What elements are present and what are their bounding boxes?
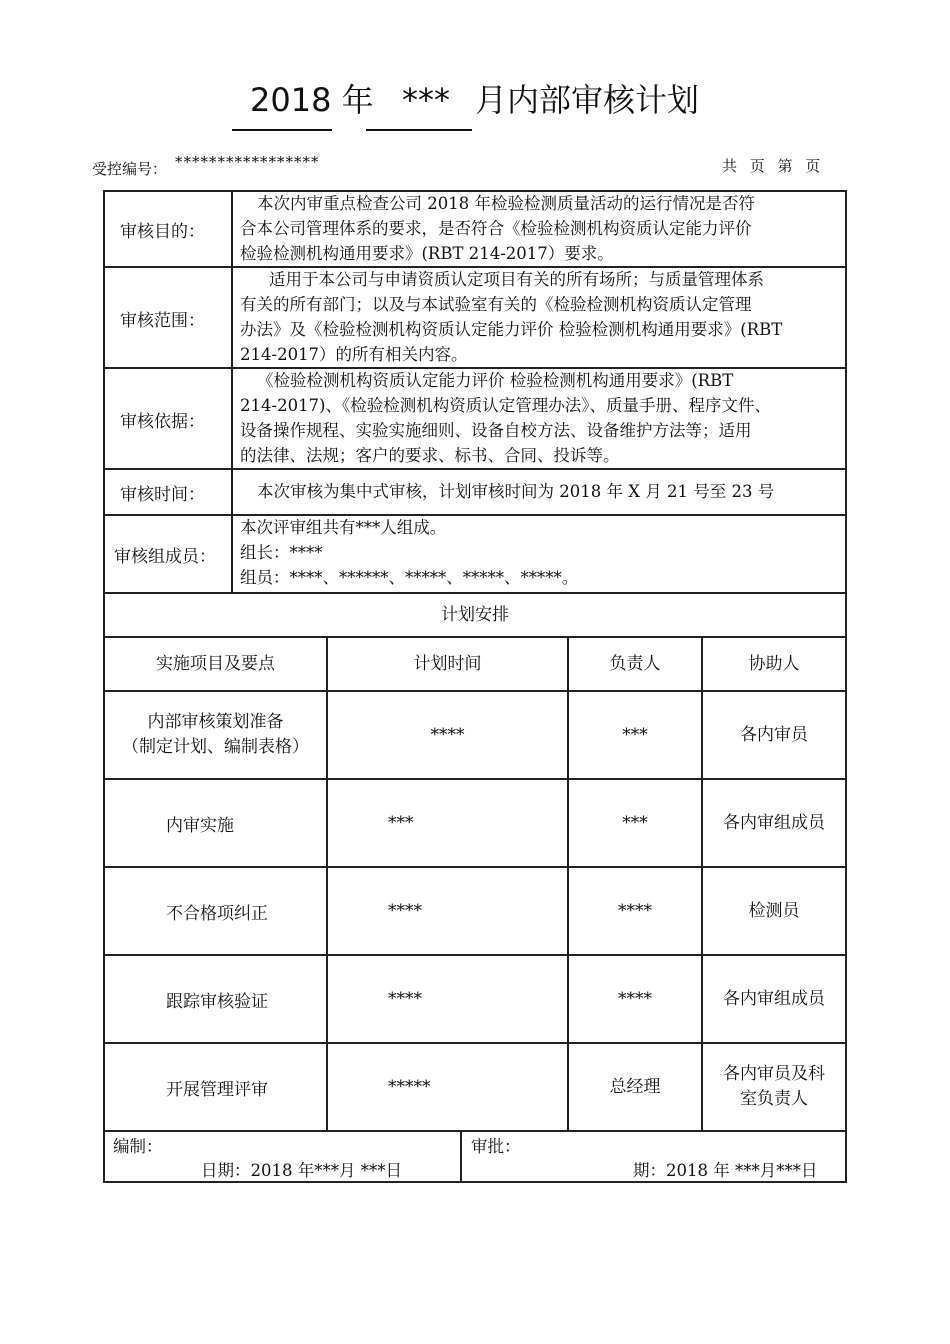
time-label: 审核时间： — [120, 485, 205, 505]
column-header-owner: 负责人 — [609, 653, 661, 674]
column-header-assist: 协助人 — [748, 653, 800, 674]
control-number-label: 受控编号： — [92, 160, 168, 178]
row-time: **** — [388, 989, 422, 1009]
row-item: 不合格项纠正 — [166, 903, 268, 924]
plan-title: 计划安排 — [441, 604, 509, 625]
column-header-time: 计划时间 — [413, 653, 482, 674]
scope-text: 适用于本公司与申请资质认定项目有关的所有场所；与质量管理体系 有关的所有部门；以及与本试验室有关的《检验检测机构资质认定管理 办法》及《检验检测机构资质认定能力评价 检验检测机构通用要求》(RBT 214-2017）的所有相关内容。 — [240, 270, 783, 364]
row-assist: 各内审组成员 — [723, 988, 825, 1009]
row-item: 跟踪审核验证 — [166, 991, 268, 1012]
prepared-date: 日期：2018 年***月 ***日 — [201, 1161, 402, 1180]
basis-text: 《检验检测机构资质认定能力评价 检验检测机构通用要求》(RBT 214-2017)、《检验检测机构资质认定管理办法》、质量手册、程序文件、 设备操作规程、实验实施细则、设备自校方法、设备维护方法等；适用 的法律、法规；客户的要求、标书、合同、投诉等。 — [240, 371, 771, 465]
row-time: ***** — [388, 1077, 431, 1097]
basis-label: 审核依据： — [120, 412, 205, 432]
title-rest: 月内部审核计划 — [475, 81, 700, 119]
column-header-item: 实施项目及要点 — [156, 653, 275, 674]
members-label: 审核组成员： — [114, 547, 216, 567]
row-assist: 各内审组成员 — [723, 812, 825, 833]
row-item: 内部审核策划准备 （制定计划、编制表格） — [122, 712, 309, 757]
title-underline-year — [232, 129, 332, 131]
approved-by-label: 审批： — [471, 1137, 521, 1156]
row-assist: 各内审员及科 室负责人 — [723, 1064, 825, 1109]
row-time: **** — [388, 901, 422, 921]
time-text: 本次审核为集中式审核，计划审核时间为 2018 年 X 月 21 号至 23 号 — [257, 482, 775, 501]
row-owner: **** — [618, 988, 652, 1009]
control-number-value: ***************** — [175, 153, 320, 171]
row-assist: 各内审员 — [740, 724, 808, 745]
prepared-by-label: 编制： — [113, 1137, 163, 1156]
row-assist: 检测员 — [748, 900, 800, 921]
approved-date: 期：2018 年 ***月***日 — [633, 1161, 818, 1180]
row-owner: *** — [622, 812, 648, 833]
title-month: *** — [402, 81, 450, 119]
row-time: **** — [430, 724, 465, 745]
page-info: 共 页 第 页 — [722, 157, 821, 175]
members-text: 本次评审组共有***人组成。 组长：**** 组员：****、******、*****、*****、*****。 — [240, 518, 579, 587]
title-year: 2018 年 — [250, 81, 374, 119]
row-owner: **** — [618, 900, 652, 921]
row-item: 开展管理评审 — [166, 1079, 268, 1100]
row-owner: *** — [622, 724, 648, 745]
title-underline-month — [366, 129, 472, 131]
scope-label: 审核范围： — [120, 311, 205, 331]
row-time: *** — [388, 813, 414, 833]
row-item: 内审实施 — [166, 815, 234, 836]
purpose-label: 审核目的： — [120, 222, 205, 242]
purpose-text: 本次内审重点检查公司 2018 年检验检测质量活动的运行情况是否符 合本公司管理体系的要求，是否符合《检验检测机构资质认定能力评价 检验检测机构通用要求》(RBT 214-2017）要求。 — [240, 194, 755, 263]
row-owner: 总经理 — [609, 1076, 661, 1097]
